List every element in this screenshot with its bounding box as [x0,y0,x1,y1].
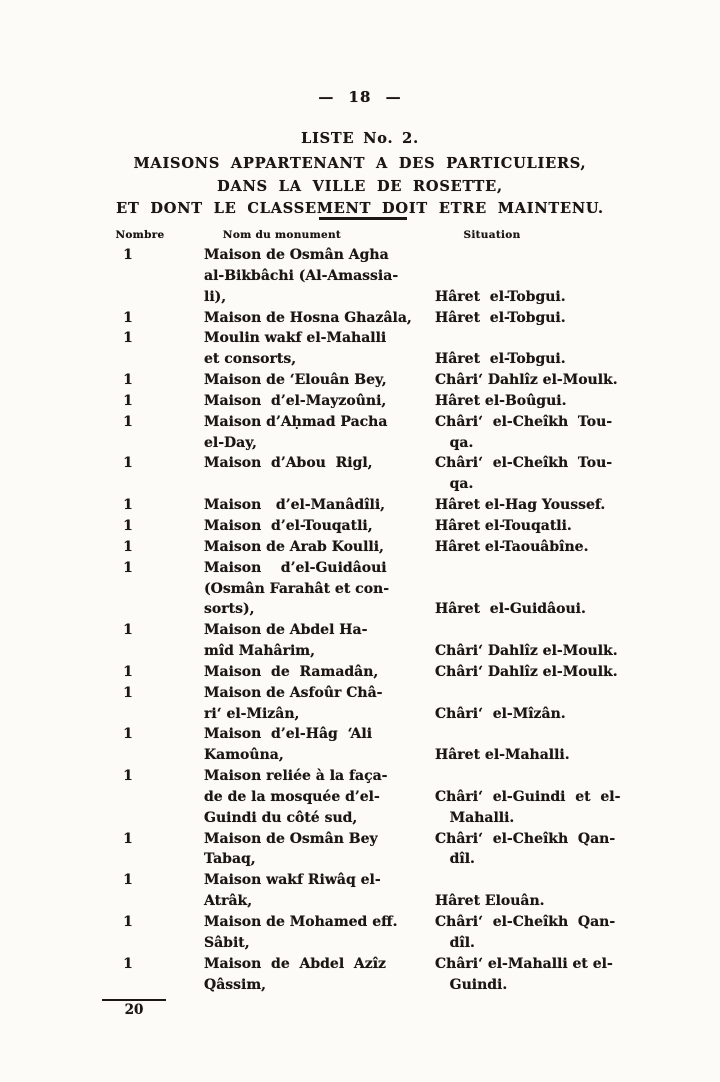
nombre-cell: 1 [123,768,133,785]
table-row-line [0,787,720,808]
situation-cell: qa. [435,434,474,451]
situation-cell: Châri‘ el-Cheîkh Qan- [435,914,616,930]
table-row-line [0,808,720,829]
table-row-line [0,287,720,308]
situation-cell: dîl. [435,934,475,951]
monument-name-cell: Maison de ‘Elouân Bey, [204,372,387,389]
monument-name-cell: li), [204,288,227,305]
nombre-cell: 1 [123,914,133,930]
table-row-line [0,704,720,725]
table-row-line [0,954,720,975]
nombre-cell: 1 [123,330,133,347]
monument-name-cell: et consorts, [204,351,297,368]
table-row-line [0,933,720,954]
table-row-line [0,558,720,579]
title-divider [319,217,407,220]
situation-cell: Châri‘ Dahlîz el-Moulk. [435,643,618,660]
monument-name-cell: Kamoûna, [204,747,284,764]
situation-cell [435,245,665,266]
nombre-cell: 1 [123,830,133,847]
monument-name-cell: Qâssim, [204,976,267,993]
situation-cell: Hâret Elouân. [435,893,545,910]
table-row-line [0,745,720,766]
situation-cell: Châri‘ el-Mîzân. [435,705,566,722]
table-row-line [0,349,720,370]
nombre-cell: 1 [123,372,133,389]
column-header-nombre: Nombre [115,229,165,241]
nombre-cell [98,704,158,725]
nombre-cell [98,808,158,829]
nombre-cell: 1 [123,392,133,409]
situation-cell: Hâret el-Touqatli. [435,517,572,534]
monument-name-cell: mîd Mahârim, [204,643,315,660]
table-row-line [0,245,720,266]
table-row-line [0,328,720,349]
nombre-cell: 1 [123,455,133,472]
monument-name-cell: al-Bikbâchi (Al-Amassia- [204,267,399,284]
monuments-table [0,229,720,1018]
monument-name-cell: Maison de Abdel Ha- [204,622,368,639]
table-row-line [0,308,720,329]
monument-name-cell: Maison de Osmân Bey [204,830,378,847]
table-row-line [0,370,720,391]
table-row-line [0,829,720,850]
monument-name-cell: el-Day, [204,434,257,451]
nombre-cell [98,349,158,370]
monument-name-cell: Maison wakf Riwâq el- [204,872,381,889]
table-row-line [0,537,720,558]
table-row-line [0,620,720,641]
nombre-cell: 1 [123,497,133,514]
monument-name-cell [204,474,382,495]
monument-name-cell: Maison de Mohamed eff. [204,914,398,930]
table-row-line [0,724,720,745]
monument-name-cell: Maison de Asfoûr Châ- [204,684,383,701]
situation-cell: Hâret el-Boûgui. [435,392,567,409]
column-header-situation: Situation [463,229,521,241]
table-row-line [0,849,720,870]
monument-name-cell: Maison de Abdel Azîz [204,955,386,972]
page-number: — 18 — [318,88,402,106]
situation-cell [435,558,665,579]
total-divider [102,999,166,1001]
table-row-line [0,912,720,933]
situation-cell [435,683,665,704]
table-row-line [0,870,720,891]
monument-name-cell: Tabaq, [204,851,256,868]
nombre-cell: 1 [123,559,133,576]
monument-name-cell: Maison reliée à la faça- [204,768,388,785]
situation-cell [435,724,665,745]
list-title: LISTE No. 2. [301,130,419,147]
nombre-cell: 1 [123,622,133,639]
title-line-1: MAISONS APPARTENANT A DES PARTICULIERS, [133,155,587,172]
nombre-cell [98,891,158,912]
situation-cell: dîl. [435,851,475,868]
table-row-line [0,412,720,433]
nombre-cell [98,745,158,766]
nombre-cell: 1 [123,517,133,534]
monument-name-cell: Maison d’Abou Rigl, [204,455,373,472]
nombre-cell [98,599,158,620]
nombre-cell [98,933,158,954]
table-row-line [0,662,720,683]
situation-cell: Hâret el-Mahalli. [435,747,570,764]
monument-name-cell: ri‘ el-Mizân, [204,705,300,722]
column-header-nom-du-monument: Nom du monument [222,229,342,241]
title-line-2: DANS LA VILLE DE ROSETTE, [217,177,503,195]
table-row-line [0,266,720,287]
table-row-line [0,766,720,787]
nombre-cell: 1 [123,247,133,263]
monument-name-cell: sorts), [204,601,255,618]
nombre-cell [98,787,158,808]
situation-cell: Guindi. [435,976,508,993]
situation-cell: Mahalli. [435,809,515,826]
situation-cell: Châri‘ Dahlîz el-Moulk. [435,372,618,389]
table-row-line [0,975,720,996]
table-row-line [0,516,720,537]
monument-name-cell: Atrâk, [204,893,253,910]
table-row-line [0,683,720,704]
situation-cell: Hâret el-Guidâoui. [435,601,586,618]
monument-name-cell: Maison d’el-Manâdîli, [204,497,386,514]
monument-name-cell: Maison d’el-Mayzoûni, [204,392,387,409]
monument-name-cell: Maison d’el-Hâg ‘Ali [204,726,373,743]
situation-cell: Châri‘ el-Mahalli et el- [435,955,613,972]
nombre-cell [98,474,158,495]
monument-name-cell: Moulin wakf el-Mahalli [204,330,387,347]
monument-name-cell: Maison de Osmân Agha [204,247,389,263]
nombre-cell: 1 [123,726,133,743]
monument-name-cell: Maison d’Aḥmad Pacha [204,413,388,430]
nombre-cell: 1 [123,538,133,555]
situation-cell: Châri‘ el-Cheîkh Tou- [435,455,613,472]
situation-cell: Hâret el-Tobgui. [435,351,566,368]
nombre-cell [98,849,158,870]
table-row-line [0,891,720,912]
nombre-cell: 1 [123,872,133,889]
monument-name-cell: Guindi du côté sud, [204,809,358,826]
table-row-line [0,641,720,662]
monument-name-cell: de de la mosquée d’el- [204,788,380,805]
nombre-cell: 1 [123,955,133,972]
nombre-cell [98,266,158,287]
situation-cell [435,870,665,891]
situation-cell: Châri‘ el-Cheîkh Tou- [435,413,613,430]
monument-name-cell: Sâbit, [204,934,250,951]
monument-name-cell: Maison de Arab Koulli, [204,538,384,555]
table-row-line [0,433,720,454]
situation-cell: qa. [435,476,474,493]
situation-cell [435,579,665,600]
monument-name-cell: Maison de Hosna Ghazâla, [204,309,412,326]
table-row-line [0,579,720,600]
situation-cell: Hâret el-Tobgui. [435,309,566,326]
situation-cell: Hâret el-Tobgui. [435,288,566,305]
situation-cell [435,766,665,787]
nombre-cell: 1 [123,663,133,680]
situation-cell [435,328,665,349]
situation-cell: Hâret el-Taouâbîne. [435,538,589,555]
situation-cell: Châri‘ el-Cheîkh Qan- [435,830,616,847]
table-row-line [0,599,720,620]
table-row-line [0,391,720,412]
nombre-cell [98,433,158,454]
table-body [0,245,720,995]
nombre-cell [98,975,158,996]
nombre-cell: 1 [123,413,133,430]
table-row-line [0,495,720,516]
situation-cell: Hâret el-Hag Youssef. [435,497,606,514]
situation-cell [435,620,665,641]
situation-cell: Châri‘ Dahlîz el-Moulk. [435,663,618,680]
situation-cell: Châri‘ el-Guindi et el- [435,788,621,805]
nombre-cell [98,287,158,308]
nombre-cell: 1 [123,309,133,326]
nombre-cell [98,579,158,600]
total-count: 20 [124,1002,144,1019]
monument-name-cell: Maison de Ramadân, [204,663,379,680]
nombre-cell: 1 [123,684,133,701]
table-header-row [0,229,720,241]
table-row-line [0,474,720,495]
situation-cell [435,266,665,287]
monument-name-cell: (Osmân Farahât et con- [204,580,390,597]
table-row-line [0,453,720,474]
monument-name-cell: Maison d’el-Guidâoui [204,559,387,576]
nombre-cell [98,641,158,662]
monument-name-cell: Maison d’el-Touqatli, [204,517,373,534]
title-line-3: ET DONT LE CLASSEMENT DOIT ETRE MAINTENU. [116,200,604,218]
document-title [0,153,720,221]
